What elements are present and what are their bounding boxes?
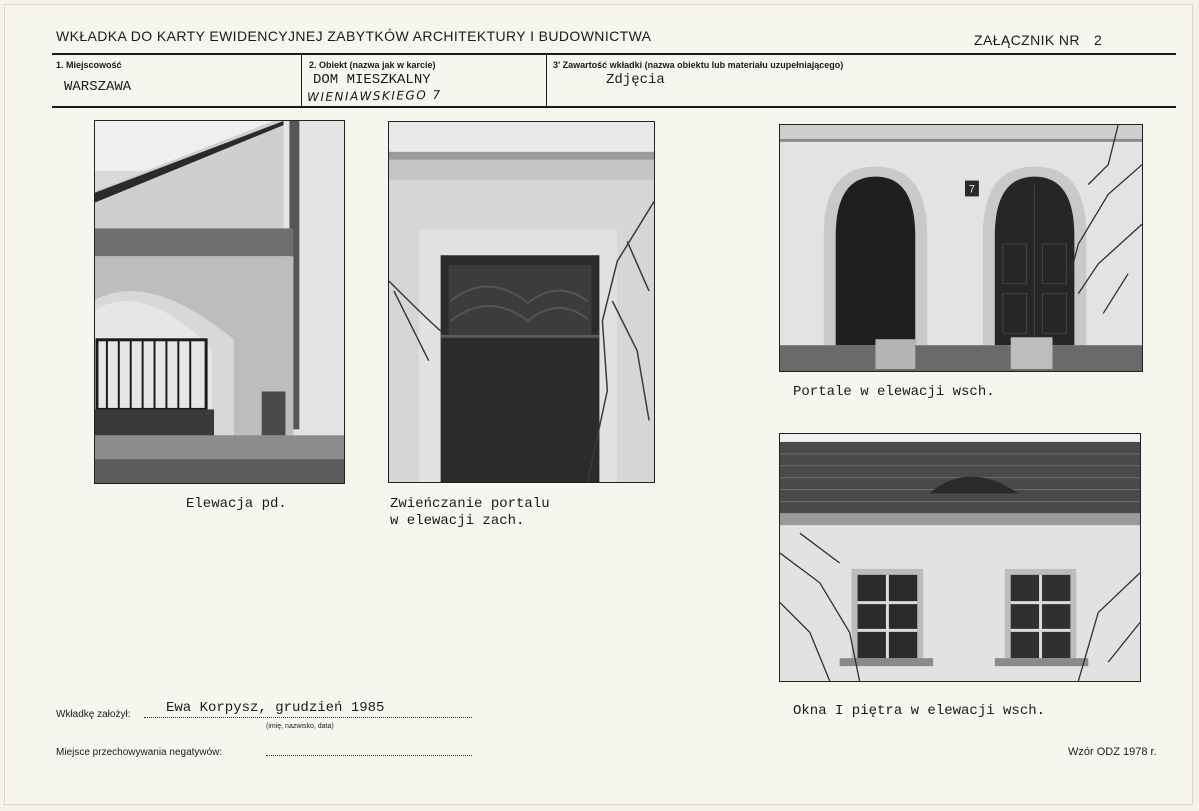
house-number-plate: 7 [968, 183, 975, 196]
form-title: WKŁADKA DO KARTY EWIDENCYJNEJ ZABYTKÓW ARCHITEKTURY I BUDOWNICTWA [56, 28, 652, 44]
caption-arched-doors: Portale w elewacji wsch. [793, 384, 995, 400]
field-divider-2 [546, 55, 547, 106]
author-value: Ewa Korpysz, grudzień 1985 [166, 700, 385, 716]
author-label: Wkładkę założył: [56, 709, 131, 720]
annex-label-text: ZAŁĄCZNIK NR [974, 32, 1080, 48]
annex-label [974, 32, 1102, 48]
object-address-handwritten: WIENIAWSKIEGO 7 [306, 87, 442, 105]
portal-crown-photo [388, 121, 655, 483]
author-line [144, 717, 472, 718]
gate-arch-photo [94, 120, 345, 484]
object-value: DOM MIESZKALNY [313, 72, 431, 88]
caption-gate-arch: Elewacja pd. [186, 496, 287, 512]
object-label: 2. Obiekt (nazwa jak w karcie) [309, 60, 436, 70]
caption-portal-crown: Zwieńczanie portalu w elewacji zach. [390, 496, 550, 529]
author-sub: (imię, nazwisko, data) [266, 723, 334, 730]
arched-doors-photo [779, 124, 1143, 372]
negatives-line [266, 755, 472, 756]
locality-label: 1. Miejscowość [56, 60, 122, 70]
contents-label: 3' Zawartość wkładki (nazwa obiektu lub materiału uzupełniającego) [553, 60, 844, 70]
template-version: Wzór ODZ 1978 r. [1068, 746, 1157, 758]
first-floor-windows-photo [779, 433, 1141, 682]
fields-rule [52, 106, 1176, 108]
field-divider-1 [301, 55, 302, 106]
negatives-label: Miejsce przechowywania negatywów: [56, 747, 223, 758]
contents-value: Zdjęcia [606, 72, 665, 88]
header-rule [52, 53, 1176, 55]
caption-first-floor-windows: Okna I piętra w elewacji wsch. [793, 703, 1046, 719]
annex-number: 2 [1093, 32, 1103, 48]
locality-value: WARSZAWA [64, 79, 132, 95]
